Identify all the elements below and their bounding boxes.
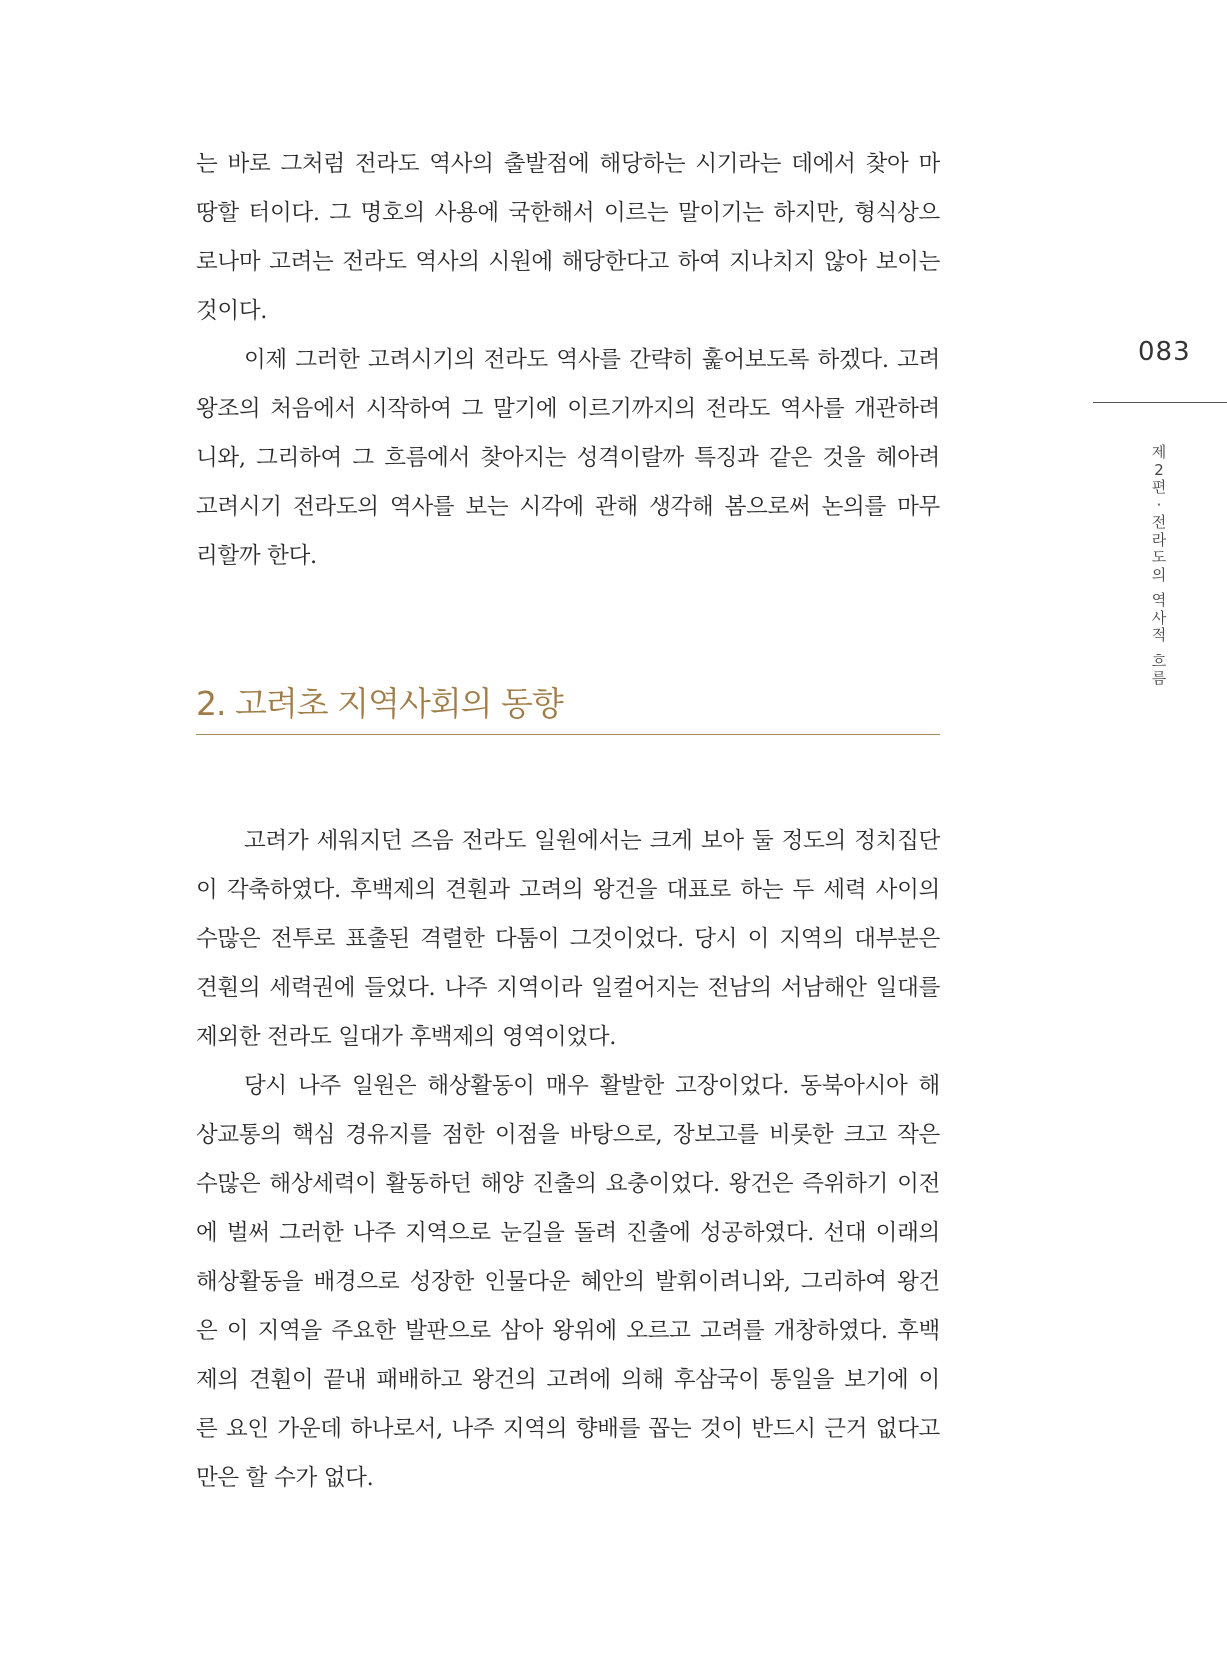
body-line: 상교통의 핵심 경유지를 점한 이점을 바탕으로, 장보고를 비롯한 크고 작은 — [196, 1122, 940, 1148]
body-line: 수많은 해상세력이 활동하던 해양 진출의 요충이었다. 왕건은 즉위하기 이전 — [196, 1171, 940, 1197]
body-line: 견훤의 세력권에 들었다. 나주 지역이라 일컬어지는 전남의 서남해안 일대를 — [196, 975, 940, 1001]
body-line: 수많은 전투로 표출된 격렬한 다툼이 그것이었다. 당시 이 지역의 대부분은 — [196, 926, 940, 952]
running-head-char: 전 — [1151, 513, 1167, 531]
running-head-char: 도 — [1151, 548, 1167, 566]
section-title: 2. 고려초 지역사회의 동향 — [196, 684, 563, 723]
running-head-char: 적 — [1151, 626, 1167, 644]
body-line: 고려시기 전라도의 역사를 보는 시각에 관해 생각해 봄으로써 논의를 마무 — [196, 494, 940, 520]
body-line: 왕조의 처음에서 시작하여 그 말기에 이르기까지의 전라도 역사를 개관하려 — [196, 396, 940, 422]
running-head-char: · — [1156, 495, 1162, 514]
body-line: 니와, 그리하여 그 흐름에서 찾아지는 성격이랄까 특징과 같은 것을 헤아려 — [196, 445, 940, 471]
running-head-char: 제 — [1151, 443, 1167, 461]
body-line: 당시 나주 일원은 해상활동이 매우 활발한 고장이었다. 동북아시아 해 — [244, 1073, 940, 1099]
body-line: 만은 할 수가 없다. — [196, 1465, 374, 1491]
body-line: 이제 그러한 고려시기의 전라도 역사를 간략히 훑어보도록 하겠다. 고려 — [244, 347, 940, 373]
body-line: 로나마 고려는 전라도 역사의 시원에 해당한다고 하여 지나치지 않아 보이는 — [196, 249, 940, 275]
running-head-char: 라 — [1151, 530, 1167, 549]
running-head-char: 2 — [1154, 460, 1164, 479]
body-line: 른 요인 가운데 하나로서, 나주 지역의 향배를 꼽는 것이 반드시 근거 없다고 — [196, 1416, 940, 1442]
running-head-char: 의 — [1151, 565, 1167, 584]
body-line: 이 각축하였다. 후백제의 견훤과 고려의 왕건을 대표로 하는 두 세력 사이의 — [196, 877, 940, 903]
section-paragraphs — [196, 817, 940, 1503]
margin-divider — [1093, 402, 1227, 403]
running-head-char: 역 — [1151, 591, 1167, 609]
section-heading — [196, 682, 940, 735]
body-line: 해상활동을 배경으로 성장한 인물다운 혜안의 발휘이려니와, 그리하여 왕건 — [196, 1269, 940, 1295]
body-line: 제외한 전라도 일대가 후백제의 영역이었다. — [196, 1024, 617, 1050]
running-head-char: 편 — [1151, 478, 1167, 496]
body-line: 에 벌써 그러한 나주 지역으로 눈길을 돌려 진출에 성공하였다. 선대 이래의 — [196, 1220, 940, 1246]
running-head-char: 사 — [1151, 608, 1167, 627]
running-head-char: 름 — [1151, 669, 1167, 687]
running-head — [1148, 444, 1170, 688]
body-line: 는 바로 그처럼 전라도 역사의 출발점에 해당하는 시기라는 데에서 찾아 마 — [196, 151, 940, 177]
body-line: 것이다. — [196, 298, 268, 324]
running-head-char: 흐 — [1151, 651, 1167, 670]
page-number: 083 — [1138, 337, 1191, 367]
body-line: 리할까 한다. — [196, 543, 317, 569]
body-line: 고려가 세워지던 즈음 전라도 일원에서는 크게 보아 둘 정도의 정치집단 — [244, 828, 940, 854]
body-line: 땅할 터이다. 그 명호의 사용에 국한해서 이르는 말이기는 하지만, 형식상으 — [196, 200, 940, 226]
intro-paragraphs — [196, 140, 940, 581]
body-line: 제의 견훤이 끝내 패배하고 왕건의 고려에 의해 후삼국이 통일을 보기에 이 — [196, 1367, 940, 1393]
body-line: 은 이 지역을 주요한 발판으로 삼아 왕위에 오르고 고려를 개창하였다. 후백 — [196, 1318, 940, 1344]
